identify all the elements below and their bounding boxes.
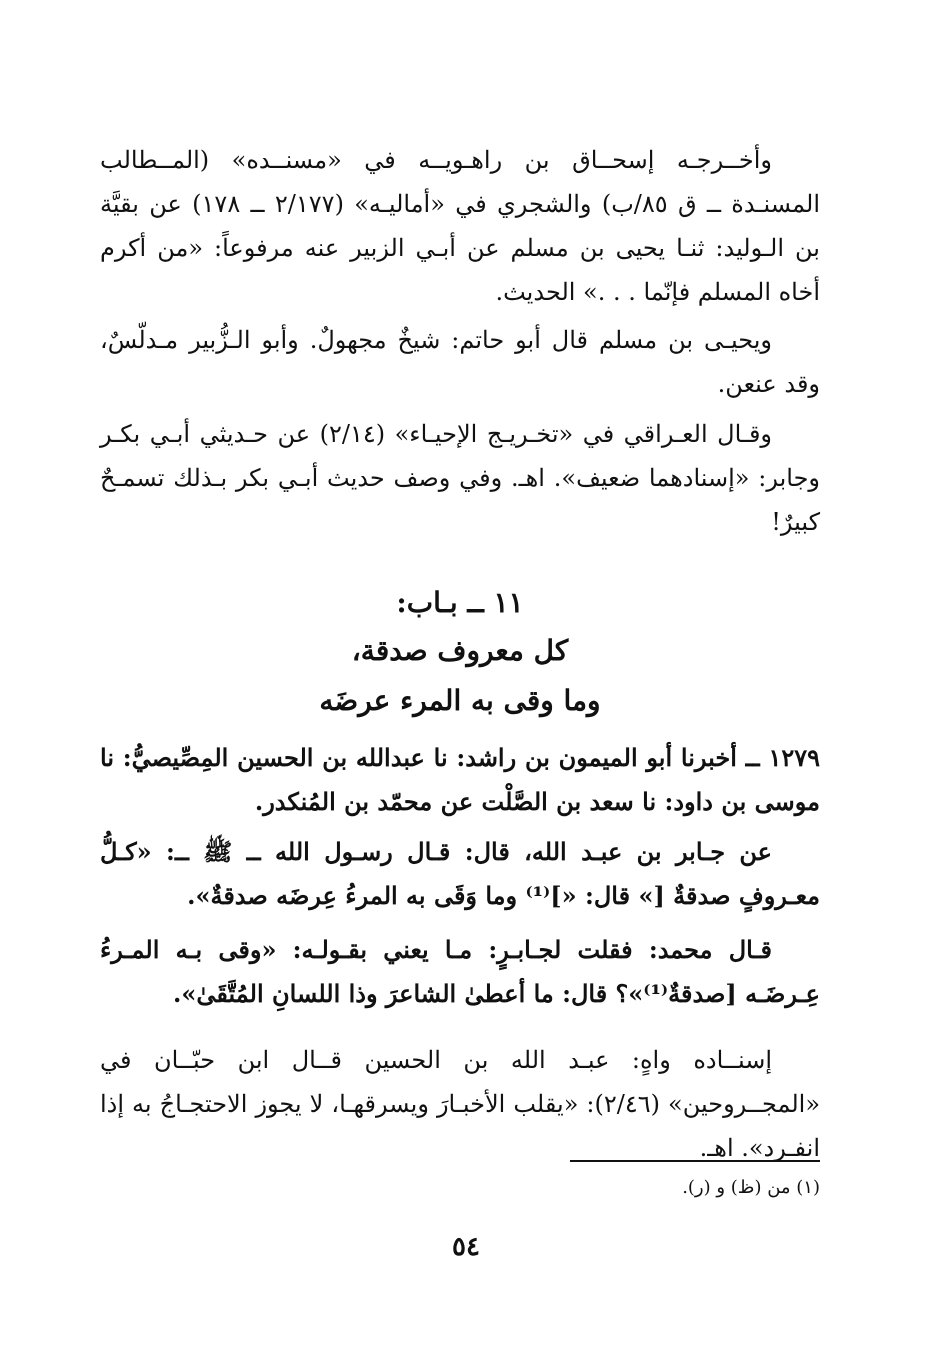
iraqi-note-block	[100, 412, 820, 544]
chapter-number: ١١ ــ بـاب:	[396, 586, 524, 619]
footnote: (١) من (ظ) و (ر).	[682, 1177, 820, 1198]
isnad-grading: إسنــاده واهٍ: عبـد الله بن الحسين قــال ابن حبّــان في «المجــروحين» (٢/٤٦): «يقلب الأخبـارَ ويسرقهـا، لا يجوز الاحتجـاجُ به إذا انفـرد». اهـ.	[100, 1046, 820, 1162]
chapter-title-line2: وما وقى به المرء عرضَه	[319, 684, 601, 717]
commentary-block	[100, 138, 820, 314]
hadith-matn-block	[100, 830, 820, 918]
paragraph-iraqi: وقـال العـراقي في «تخـريـج الإحيـاء» (٢/١٤) عن حـديثي أبـي بكـر وجابر: «إسنادهما ضعيف». اهـ. وفي وصف حديث أبـي بكر بـذلك تسمـحٌ كبيرٌ!	[100, 420, 820, 536]
hadith-isnad-block	[100, 736, 820, 824]
hadith-comment-block	[100, 928, 820, 1016]
hadith-isnad: ١٢٧٩ ــ أخبرنا أبو الميمون بن راشد: نا عبدالله بن الحسين المِصِّيصيُّ: نا موسى بن داود: نا سعد بن الصَّلْت عن محمّد بن المُنكدر.	[100, 743, 820, 816]
grading-block	[100, 1038, 820, 1170]
paragraph-takhrij: وأخــرجـه إسحــاق بن راهـويــه في «مسنــده» (المــطالب المسنـدة ــ ق ٨٥/ب) والشجري في «أماليـه» (٢/١٧٧ ــ ١٧٨) عن بقيَّة بن الـوليد: ثنـا يحيى بن مسلم عن أبـي الزبير عنه مرفوعاً: «من أكرم أخاه المسلم فإنّما . . .» الحديث.	[100, 146, 821, 306]
footnote-divider	[570, 1160, 820, 1162]
paragraph-narrator-grading: ويحيـى بن مسلم قال أبو حاتم: شيخٌ مجهولٌ. وأبو الـزُّبير مـدلّسٌ، وقد عنعن.	[100, 326, 820, 398]
hadith-explanation: قـال محمد: فقلت لجـابـرٍ: مـا يعني بقـولـه: «وقى بـه المـرءُ عِـرضَـه [صدقةٌ⁽¹⁾»؟ قال: ما أعطىٰ الشاعرَ وذا اللسانِ المُتَّقَىٰ».	[100, 935, 820, 1008]
page-number: ٥٤	[452, 1232, 480, 1262]
narrator-note-block	[100, 318, 820, 406]
hadith-matn: عن جـابر بن عبـد الله، قال: قـال رسـول الله ــ ﷺ ــ: «كـلُّ معـروفٍ صدقةٌ [» قال: «]⁽¹⁾ وما وَقَى به المرءُ عِرضَه صدقةٌ».	[100, 837, 820, 910]
chapter-title-line1: كل معروف صدقة،	[351, 634, 569, 667]
